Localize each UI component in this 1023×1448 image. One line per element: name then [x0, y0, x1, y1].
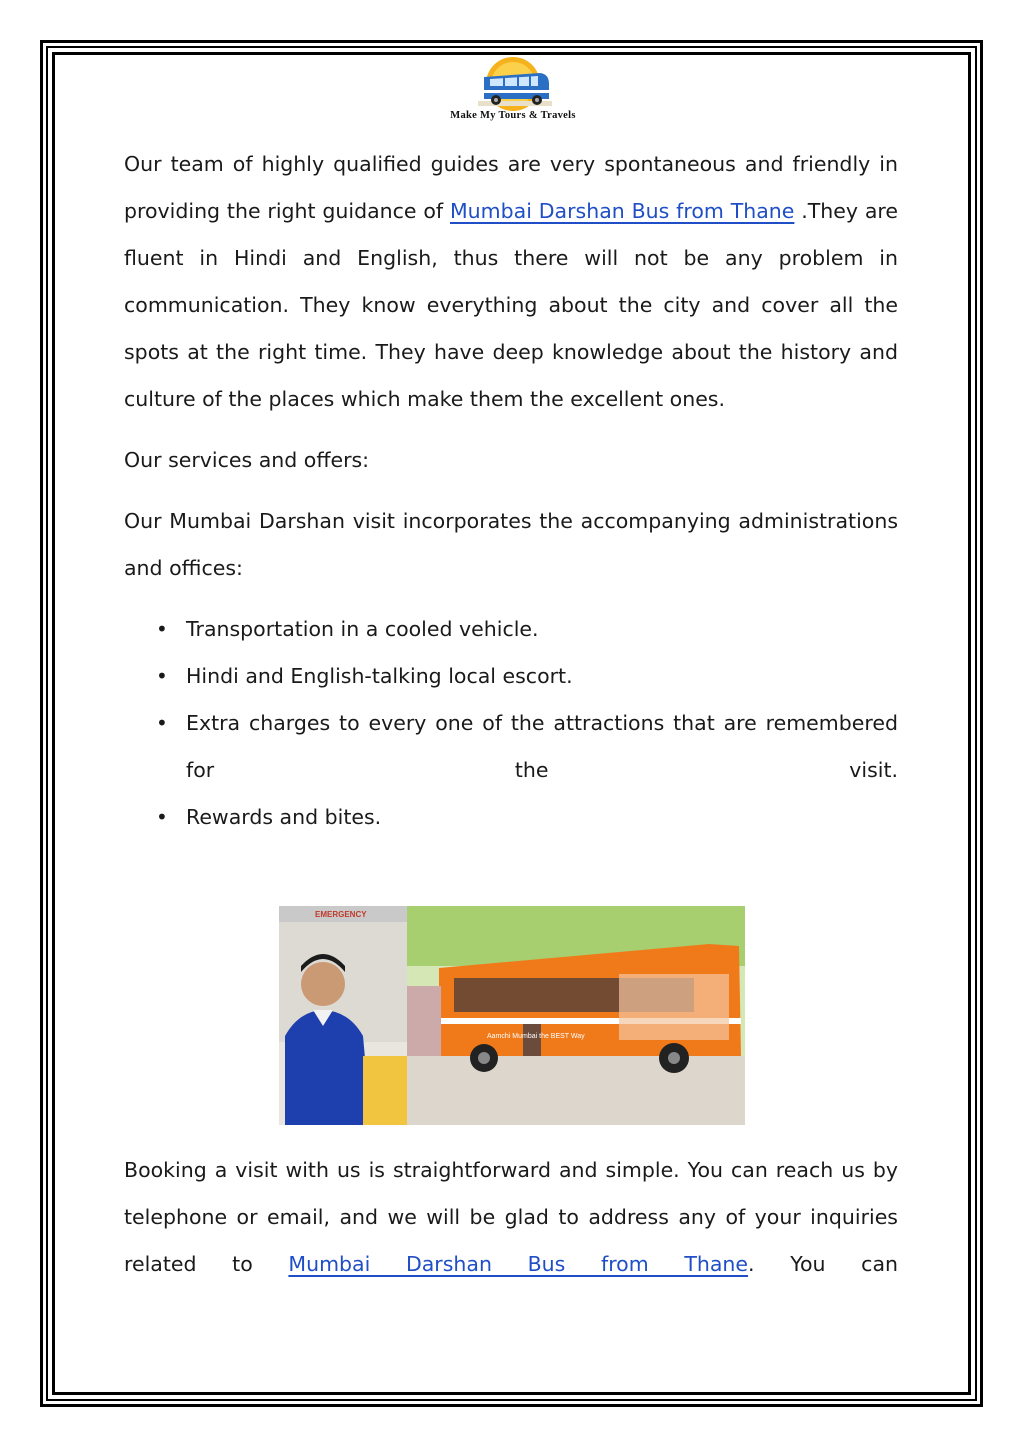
list-item-text: • Extra charges to every one of the attractions that are remembered for the visit. — [186, 711, 898, 782]
booking-paragraph — [124, 1147, 898, 1288]
booking-section — [124, 1147, 898, 1288]
list-item-text: • Rewards and bites. — [186, 805, 382, 829]
bus-side-text: Aamchi Mumbai the BEST Way — [487, 1033, 585, 1040]
list-item — [124, 700, 898, 794]
list-item-text: • Transportation in a cooled vehicle. — [186, 617, 539, 641]
list-item — [124, 794, 898, 841]
services-list — [124, 606, 898, 841]
mumbai-darshan-link[interactable]: Mumbai Darshan Bus from Thane — [449, 199, 795, 223]
services-intro: Our Mumbai Darshan visit incorporates the accompanying administrations and offices: — [124, 509, 898, 580]
logo-text: Make My Tours & Travels — [450, 110, 576, 121]
intro-text-part2: .They are fluent in Hindi and English, thus there will not be any problem in communication. They know everything about the city and cover all the spots at the right time. They have deep knowledge about the history and culture of the places which make them the excellent ones. — [124, 199, 898, 411]
bus-photo — [279, 906, 745, 1125]
services-heading: Our services and offers: — [124, 448, 370, 472]
intro-paragraph — [124, 141, 898, 423]
list-item-text: • Hindi and English-talking local escort. — [186, 664, 573, 688]
list-item — [124, 606, 898, 653]
list-item — [124, 653, 898, 700]
bus-sun-logo-icon — [418, 55, 608, 111]
main-content — [124, 141, 898, 841]
booking-text-part2: . You can — [748, 1252, 898, 1276]
mumbai-darshan-link-bottom[interactable]: Mumbai Darshan Bus from Thane — [288, 1252, 749, 1276]
booking-text-part1: Booking a visit with us is straightforward and simple. You can reach us by telephone or email, and we will be glad to address any of your inquiries related to — [124, 1158, 898, 1276]
intro-text-part1: Our team of highly qualified guides are very spontaneous and friendly in providing the right guidance of — [124, 152, 898, 223]
bus-photo-image — [279, 906, 745, 1125]
emergency-sign-text: EMERGENCY — [315, 910, 367, 919]
company-logo — [418, 55, 608, 127]
